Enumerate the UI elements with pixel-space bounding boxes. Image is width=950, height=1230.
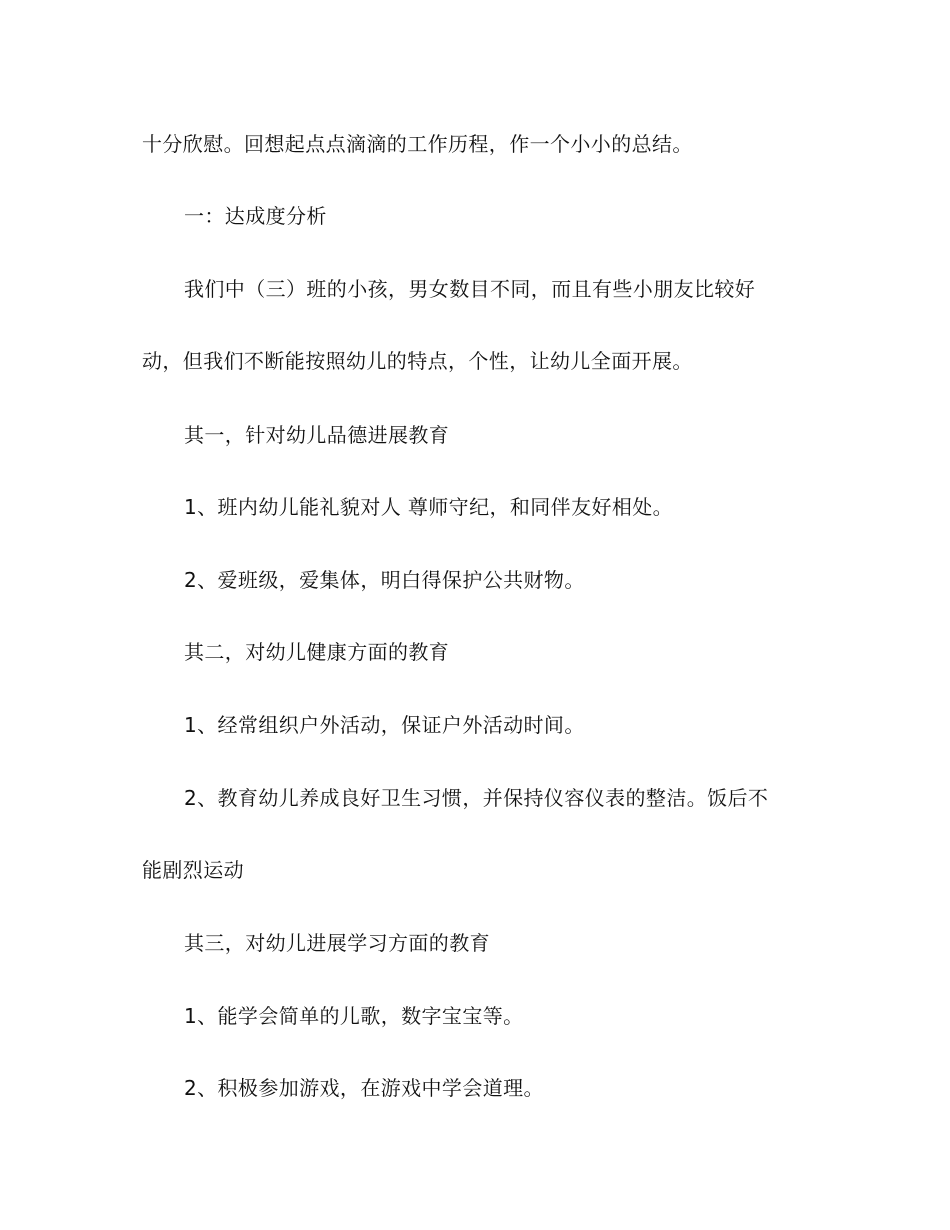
- subsection-heading: 其二，对幼儿健康方面的教育: [184, 640, 450, 664]
- list-item: 1、经常组织户外活动，保证户外活动时间。: [184, 713, 585, 737]
- paragraph-line: 我们中（三）班的小孩，男女数目不同，而且有些小朋友比较好: [184, 277, 756, 301]
- subsection-heading: 其一，针对幼儿品德进展教育: [184, 423, 450, 447]
- paragraph-line: 动，但我们不断能按照幼儿的特点，个性，让幼儿全面开展。: [142, 349, 693, 373]
- list-item: 2、积极参加游戏，在游戏中学会道理。: [184, 1076, 544, 1100]
- list-item: 2、教育幼儿养成良好卫生习惯，并保持仪容仪表的整洁。饭后不: [184, 786, 769, 810]
- subsection-heading: 其三，对幼儿进展学习方面的教育: [184, 931, 490, 955]
- section-heading: 一：达成度分析: [184, 204, 327, 228]
- paragraph-line: 能剧烈运动: [142, 858, 244, 882]
- list-item: 1、能学会简单的儿歌，数字宝宝等。: [184, 1004, 524, 1028]
- list-item: 2、爱班级，爱集体，明白得保护公共财物。: [184, 568, 585, 592]
- list-item: 1、班内幼儿能礼貌对人 尊师守纪，和同伴友好相处。: [184, 495, 674, 519]
- paragraph-line: 十分欣慰。回想起点点滴滴的工作历程，作一个小小的总结。: [142, 132, 693, 156]
